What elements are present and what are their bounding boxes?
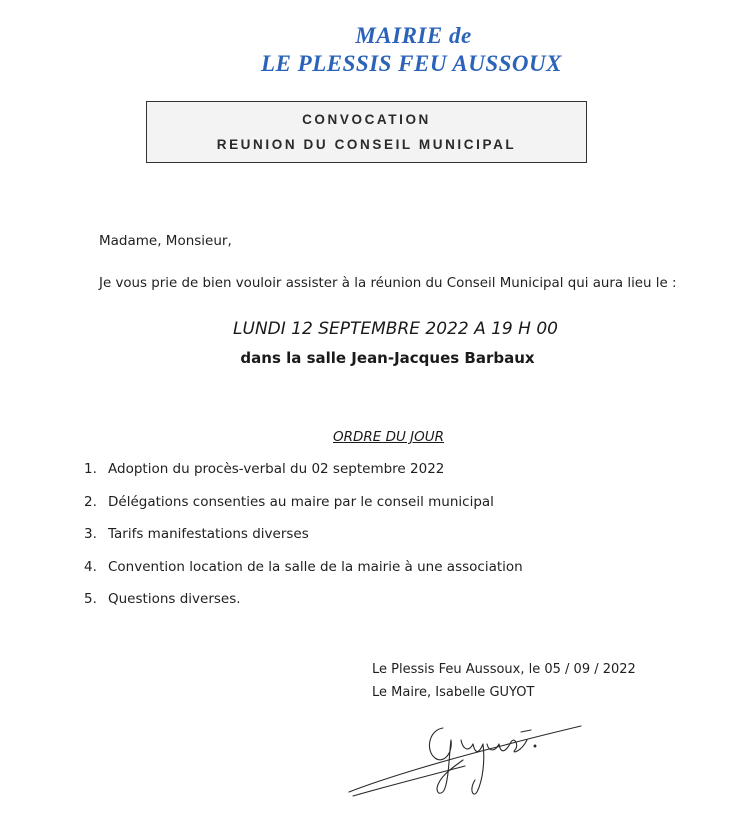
convocation-subtitle: REUNION DU CONSEIL MUNICIPAL: [216, 137, 517, 152]
agenda-item-text: Délégations consenties au maire par le conseil municipal: [108, 493, 494, 510]
header-mairie: MAIRIE de: [355, 23, 472, 48]
agenda-item-number: 3.: [84, 526, 97, 542]
convocation-title: CONVOCATION: [302, 112, 431, 127]
agenda-item-text: Questions diverses.: [108, 591, 241, 607]
agenda-item: [84, 591, 523, 624]
salutation: Madame, Monsieur,: [99, 233, 232, 249]
signature-dot: [534, 745, 536, 747]
agenda-item-number: 1.: [84, 461, 97, 477]
agenda-item: [84, 526, 523, 559]
signature-letters-ot: [487, 740, 527, 752]
mayor-name: Le Maire, Isabelle GUYOT: [372, 685, 535, 700]
agenda-item-text: Tarifs manifestations diverses: [108, 526, 309, 542]
agenda-list: [84, 461, 523, 624]
agenda-item: [84, 559, 523, 592]
agenda-item-text: Adoption du procès-verbal du 02 septembre 2022: [108, 461, 445, 477]
signature-letters-uy: [461, 740, 484, 794]
agenda-item-number: 4.: [84, 558, 97, 575]
meeting-place: dans la salle Jean-Jacques Barbaux: [240, 349, 535, 367]
agenda-heading: ORDRE DU JOUR: [333, 429, 445, 445]
header-commune-name: LE PLESSIS FEU AUSSOUX: [261, 51, 562, 76]
agenda-item-number: 2.: [84, 493, 97, 510]
signature-crossbar: [521, 730, 531, 732]
invitation-text: Je vous prie de bien vouloir assister à la réunion du Conseil Municipal qui aura lieu le :: [99, 276, 677, 291]
handwritten-signature: [345, 700, 585, 810]
agenda-item: [84, 494, 523, 527]
place-and-date: Le Plessis Feu Aussoux, le 05 / 09 / 2022: [372, 662, 636, 677]
meeting-date: LUNDI 12 SEPTEMBRE 2022 A 19 H 00: [233, 319, 558, 339]
signature-flourish: [349, 726, 581, 792]
agenda-item-number: 5.: [84, 591, 97, 607]
convocation-box: [146, 101, 587, 163]
agenda-item-text: Convention location de la salle de la mairie à une association: [108, 558, 523, 575]
agenda-item: [84, 461, 523, 494]
